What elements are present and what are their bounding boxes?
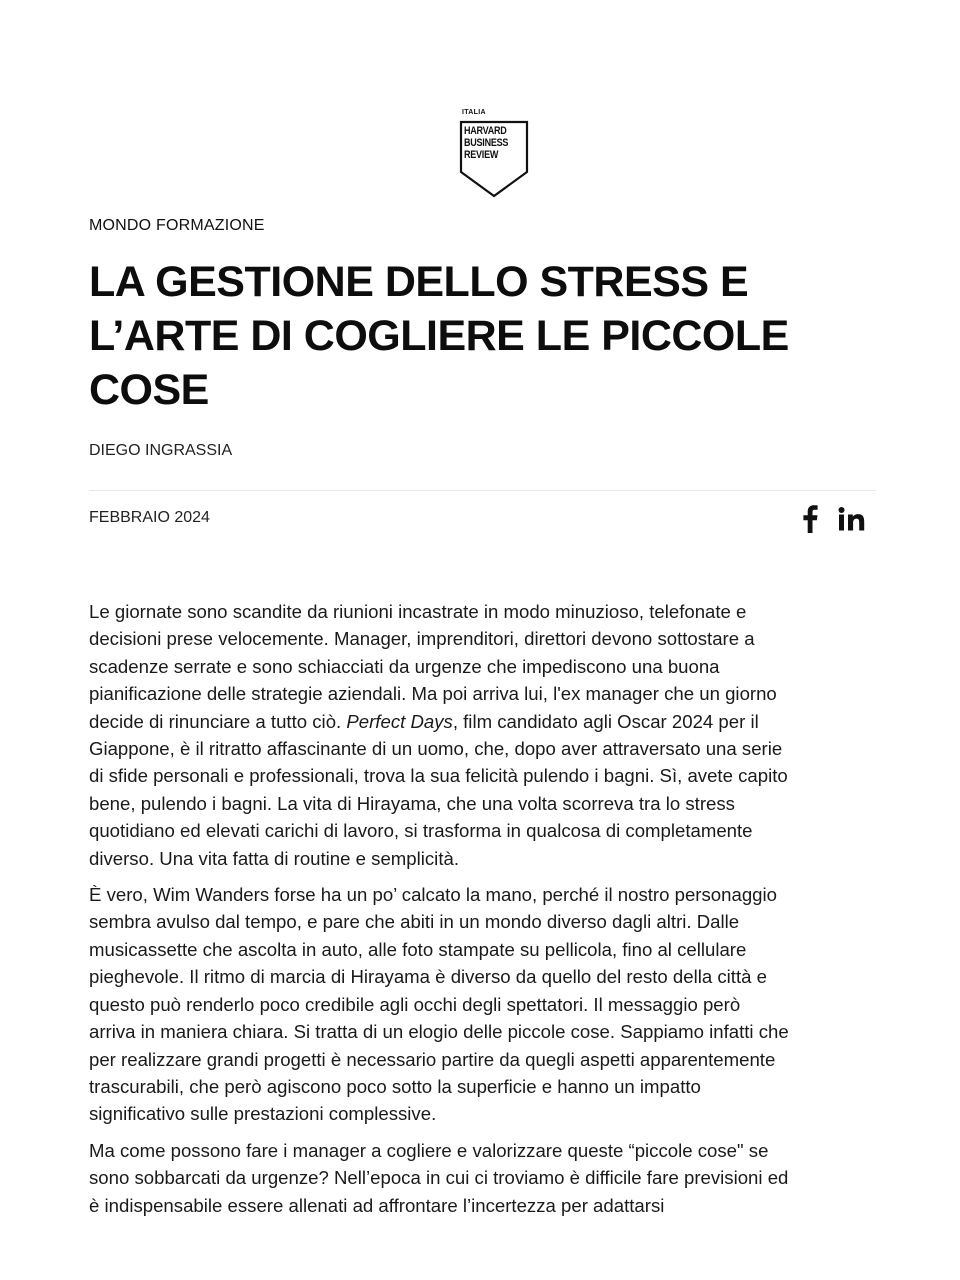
paragraph-line: sembra avulso dal tempo, e pare che abiti in un mondo diverso dagli altri. Dalle <box>89 911 740 933</box>
film-title: Perfect Days <box>346 710 453 732</box>
logo-text-line: BUSINESS <box>464 137 509 149</box>
article-paragraph <box>89 1137 879 1219</box>
paragraph-line: decisioni prese velocemente. Manager, imprenditori, direttori devono sottostare a <box>89 628 755 650</box>
paragraph-line: sono sobbarcati da urgenze? Nell’epoca in cui ci troviamo è difficile fare previsioni ed <box>89 1167 789 1189</box>
article-author[interactable]: DIEGO INGRASSIA <box>89 442 233 459</box>
logo-text-line: HARVARD <box>464 125 507 137</box>
paragraph-line: quotidiano ed elevati carichi di lavoro, si trasforma in qualcosa di completamente <box>89 820 753 842</box>
text-run: , film candidato agli Oscar 2024 per il <box>452 710 759 732</box>
text-run: decide di rinunciare a tutto ciò. <box>89 710 347 732</box>
article-title-line: L’ARTE DI COGLIERE LE PICCOLE <box>89 312 789 360</box>
paragraph-line: significativo sulle prestazioni complessive. <box>89 1103 437 1125</box>
paragraph-line: arriva in maniera chiara. Si tratta di un elogio delle piccole cose. Sappiamo infatti che <box>89 1021 789 1043</box>
paragraph-line: pianificazione delle strategie aziendali. Ma poi arriva lui, l'ex manager che un giorno <box>89 683 777 705</box>
linkedin-icon <box>838 507 866 531</box>
share-linkedin-button[interactable] <box>838 507 866 531</box>
article-title-line: COSE <box>89 366 209 414</box>
paragraph-line: Le giornate sono scandite da riunioni incastrate in modo minuzioso, telefonate e <box>89 601 747 622</box>
hbr-italia-logo[interactable] <box>459 109 529 199</box>
paragraph-line: questo può renderlo poco credibile agli occhi degli spettatori. Il messaggio però <box>89 993 741 1015</box>
article-paragraph <box>89 881 879 1128</box>
share-facebook-button[interactable] <box>798 505 820 533</box>
article-title-line: LA GESTIONE DELLO STRESS E <box>89 258 749 306</box>
divider <box>89 490 876 491</box>
paragraph-line: Ma come possono fare i manager a cogliere e valorizzare queste “piccole cose" se <box>89 1139 769 1161</box>
paragraph-line: bene, pulendo i bagni. La vita di Hirayama, che una volta scorreva tra lo stress <box>89 792 735 814</box>
logo-text-line: REVIEW <box>464 149 499 161</box>
article-body <box>89 598 879 1228</box>
facebook-icon <box>798 505 820 533</box>
paragraph-line: È vero, Wim Wanders forse ha un po’ calcato la mano, perché il nostro personaggio <box>89 884 777 906</box>
paragraph-line: trascurabili, che però agiscono poco sotto la superficie e hanno un impatto <box>89 1075 701 1097</box>
paragraph-line <box>89 708 879 735</box>
paragraph-line: Giappone, è il ritratto affascinante di un uomo, che, dopo aver attraversato una serie <box>89 738 783 760</box>
paragraph-line: diverso. Una vita fatta di routine e semplicità. <box>89 847 459 869</box>
paragraph-line: di sfide personali e professionali, trova la sua felicità pulendo i bagni. Sì, avete capito <box>89 765 788 787</box>
paragraph-line: musicassette che ascolta in auto, alle foto stampate su pellicola, fino al cellulare <box>89 938 747 960</box>
article-paragraph <box>89 598 879 872</box>
article-title <box>89 255 889 417</box>
paragraph-line: è indispensabile essere allenati ad affrontare l’incertezza per adattarsi <box>89 1194 665 1216</box>
article-date: FEBBRAIO 2024 <box>89 509 210 526</box>
paragraph-line: scadenze serrate e sono schiacciati da urgenze che impediscono una buona <box>89 655 720 677</box>
paragraph-line: per realizzare grandi progetti è necessario partire da quegli aspetti apparentemente <box>89 1048 776 1070</box>
article-category[interactable]: MONDO FORMAZIONE <box>89 217 265 234</box>
paragraph-line: pieghevole. Il ritmo di marcia di Hirayama è diverso da quello del resto della città e <box>89 966 767 988</box>
logo-country-label: ITALIA <box>462 109 486 116</box>
